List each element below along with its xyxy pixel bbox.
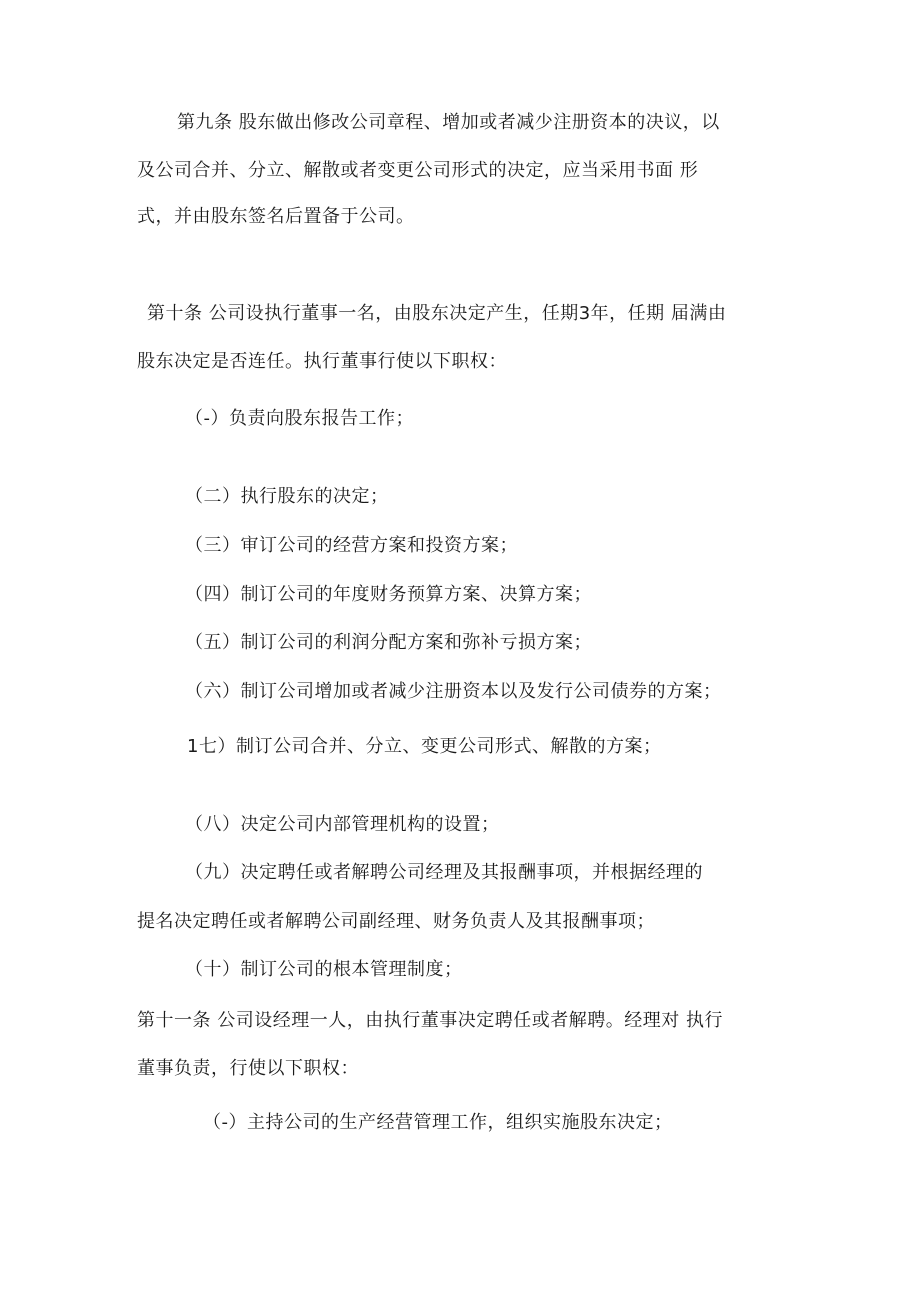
article-9-line-2: 及公司合并、分立、解散或者变更公司形式的决定，应当采用书面 形: [137, 160, 699, 181]
article-11-line-1: 第十一条 公司设经理一人，由执行董事决定聘任或者解聘。经理对 执行: [137, 1010, 723, 1031]
article-10-item-10: （十）制订公司的根本管理制度；: [185, 959, 463, 980]
article-10-item-6: （六）制订公司增加或者减少注册资本以及发行公司债券的方案；: [185, 681, 722, 702]
article-11-line-2: 董事负责，行使以下职权：: [137, 1058, 359, 1079]
article-10-item-2: （二）执行股东的决定；: [185, 486, 389, 507]
article-9-line-1: 第九条 股东做出修改公司章程、增加或者减少注册资本的决议，以: [177, 112, 720, 133]
article-10-item-1: （-）负责向股东报告工作；: [185, 408, 414, 429]
article-10-item-9-continued: 提名决定聘任或者解聘公司副经理、财务负责人及其报酬事项；: [137, 911, 655, 932]
article-9-line-3: 式，并由股东签名后置备于公司。: [137, 206, 415, 227]
article-10-item-7: 1七）制订公司合并、分立、变更公司形式、解散的方案；: [187, 736, 662, 757]
article-10-item-5: （五）制订公司的利润分配方案和弥补亏损方案；: [185, 632, 592, 653]
article-10-item-8: （八）决定公司内部管理机构的设置；: [185, 814, 500, 835]
article-10-line-2: 股东决定是否连任。执行董事行使以下职权：: [137, 351, 507, 372]
article-10-item-4: （四）制订公司的年度财务预算方案、决算方案；: [185, 584, 592, 605]
article-10-item-9: （九）决定聘任或者解聘公司经理及其报酬事项，并根据经理的: [185, 862, 703, 883]
article-10-line-1: 第十条 公司设执行董事一名，由股东决定产生，任期3年，任期 届满由: [147, 303, 727, 324]
article-10-item-3: （三）审订公司的经营方案和投资方案；: [185, 535, 518, 556]
article-11-item-1: （-）主持公司的生产经营管理工作，组织实施股东决定；: [203, 1112, 673, 1133]
